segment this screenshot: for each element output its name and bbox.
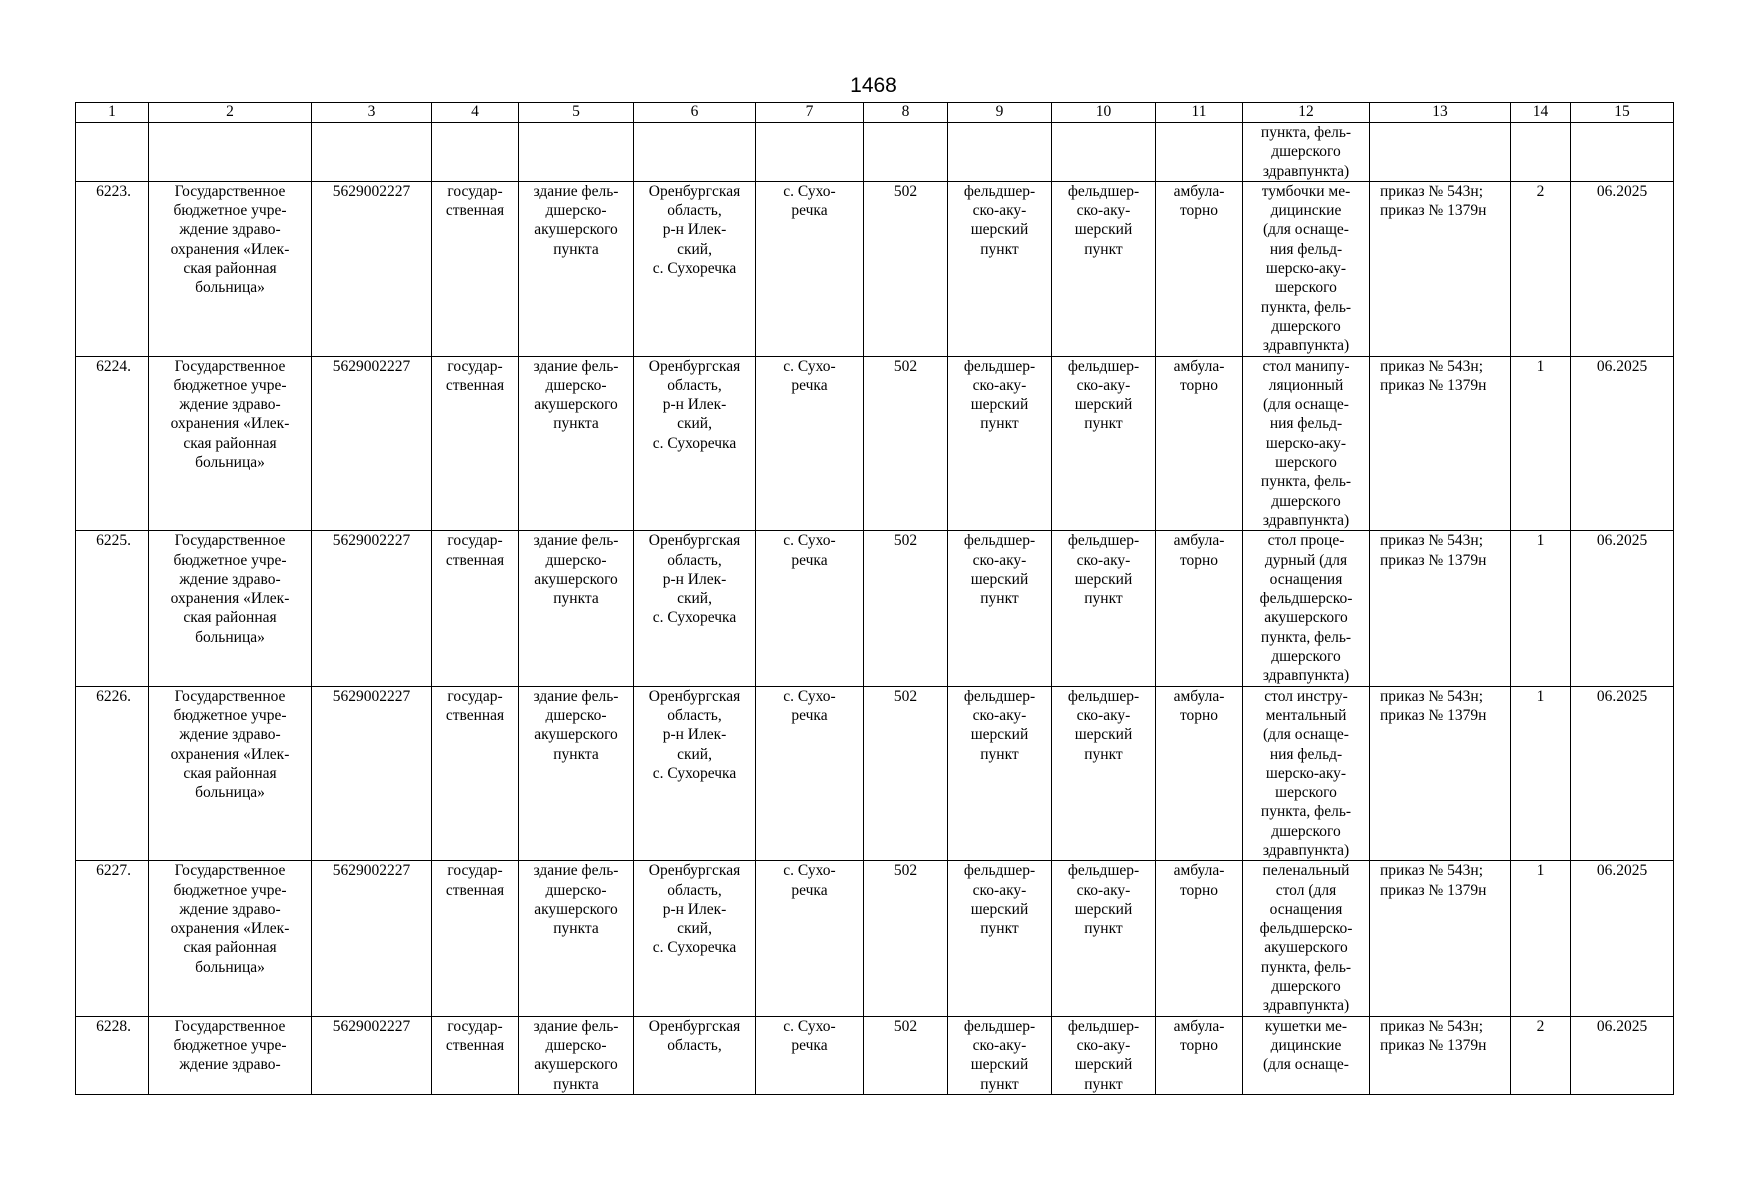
cell-equipment: кушетки ме- дицинские (для оснаще-: [1243, 1016, 1370, 1094]
cell-address: Оренбургская область, р-н Илек- ский, с. Сухоречка: [634, 356, 756, 531]
cell-address: Оренбургская область, р-н Илек- ский, с. Сухоречка: [634, 686, 756, 861]
cell-ownership: государ- ственная: [432, 1016, 519, 1094]
cell-inn: 5629002227: [312, 531, 432, 686]
table-row: [76, 1016, 1674, 1094]
cell-equipment: стол проце- дурный (для оснащения фельдшерско- акушерского пункта, фель- дшерского здравпункта): [1243, 531, 1370, 686]
cell-quantity: 2: [1511, 1016, 1571, 1094]
cell-settlement: с. Сухо- речка: [756, 686, 864, 861]
cell-code: 502: [864, 686, 948, 861]
cell-address: Оренбургская область,: [634, 1016, 756, 1094]
cell-number: 6225.: [76, 531, 149, 686]
cell-date: 06.2025: [1571, 531, 1674, 686]
cell-building: здание фель- дшерско- акушерского пункта: [519, 531, 634, 686]
cell-code: [864, 123, 948, 182]
cell-quantity: 1: [1511, 531, 1571, 686]
cell-quantity: 1: [1511, 356, 1571, 531]
table-row: [76, 531, 1674, 686]
column-header: 9: [948, 103, 1052, 123]
column-header: 5: [519, 103, 634, 123]
cell-number: 6228.: [76, 1016, 149, 1094]
cell-facility-type: [948, 123, 1052, 182]
cell-date: 06.2025: [1571, 861, 1674, 1016]
header-row: [76, 103, 1674, 123]
cell-facility-type: фельдшер- ско-аку- шерский пункт: [948, 356, 1052, 531]
cell-building: здание фель- дшерско- акушерского пункта: [519, 356, 634, 531]
cell-facility-type: фельдшер- ско-аку- шерский пункт: [948, 531, 1052, 686]
cell-address: Оренбургская область, р-н Илек- ский, с. Сухоречка: [634, 861, 756, 1016]
cell-order: [1370, 123, 1511, 182]
column-header: 12: [1243, 103, 1370, 123]
registry-table: [75, 102, 1674, 1095]
cell-inn: 5629002227: [312, 861, 432, 1016]
cell-address: Оренбургская область, р-н Илек- ский, с. Сухоречка: [634, 181, 756, 356]
cell-order: приказ № 543н; приказ № 1379н: [1370, 686, 1511, 861]
cell-settlement: с. Сухо- речка: [756, 356, 864, 531]
column-header: 7: [756, 103, 864, 123]
cell-facility-type: фельдшер- ско-аку- шерский пункт: [948, 1016, 1052, 1094]
cell-settlement: с. Сухо- речка: [756, 531, 864, 686]
cell-settlement: [756, 123, 864, 182]
cell-code: 502: [864, 181, 948, 356]
cell-date: 06.2025: [1571, 1016, 1674, 1094]
cell-quantity: [1511, 123, 1571, 182]
cell-care-form: амбула- торно: [1156, 861, 1243, 1016]
cell-organization: Государственное бюджетное учре- ждение здраво- охранения «Илек- ская районная больница»: [149, 356, 312, 531]
cell-facility-type: фельдшер- ско-аку- шерский пункт: [948, 181, 1052, 356]
cell-ownership: государ- ственная: [432, 861, 519, 1016]
cell-quantity: 1: [1511, 861, 1571, 1016]
cell-inn: 5629002227: [312, 181, 432, 356]
cell-address: Оренбургская область, р-н Илек- ский, с. Сухоречка: [634, 531, 756, 686]
table-row: [76, 686, 1674, 861]
cell-date: 06.2025: [1571, 686, 1674, 861]
cell-equipment: стол манипу- ляционный (для оснаще- ния фельд- шерско-аку- шерского пункта, фель- дшерского здравпункта): [1243, 356, 1370, 531]
table-row: [76, 356, 1674, 531]
cell-settlement: с. Сухо- речка: [756, 1016, 864, 1094]
cell-care-form: амбула- торно: [1156, 686, 1243, 861]
cell-care-form: амбула- торно: [1156, 181, 1243, 356]
cell-facility-subtype: фельдшер- ско-аку- шерский пункт: [1052, 356, 1156, 531]
cell-organization: Государственное бюджетное учре- ждение здраво- охранения «Илек- ская районная больница»: [149, 531, 312, 686]
cell-facility-subtype: [1052, 123, 1156, 182]
cell-building: здание фель- дшерско- акушерского пункта: [519, 686, 634, 861]
cell-order: приказ № 543н; приказ № 1379н: [1370, 531, 1511, 686]
column-header: 11: [1156, 103, 1243, 123]
column-header: 13: [1370, 103, 1511, 123]
cell-settlement: с. Сухо- речка: [756, 861, 864, 1016]
cell-care-form: амбула- торно: [1156, 531, 1243, 686]
cell-number: 6226.: [76, 686, 149, 861]
cell-code: 502: [864, 1016, 948, 1094]
page-number: 1468: [850, 74, 897, 97]
column-header: 2: [149, 103, 312, 123]
cell-code: 502: [864, 861, 948, 1016]
cell-organization: [149, 123, 312, 182]
cell-quantity: 1: [1511, 686, 1571, 861]
cell-order: приказ № 543н; приказ № 1379н: [1370, 1016, 1511, 1094]
column-header: 6: [634, 103, 756, 123]
cell-building: здание фель- дшерско- акушерского пункта: [519, 861, 634, 1016]
cell-date: 06.2025: [1571, 181, 1674, 356]
cell-facility-subtype: фельдшер- ско-аку- шерский пункт: [1052, 686, 1156, 861]
cell-facility-subtype: фельдшер- ско-аку- шерский пункт: [1052, 861, 1156, 1016]
cell-ownership: государ- ственная: [432, 686, 519, 861]
table-row: [76, 861, 1674, 1016]
cell-date: 06.2025: [1571, 356, 1674, 531]
cell-settlement: с. Сухо- речка: [756, 181, 864, 356]
cell-code: 502: [864, 531, 948, 686]
cell-inn: 5629002227: [312, 686, 432, 861]
cell-organization: Государственное бюджетное учре- ждение здраво- охранения «Илек- ская районная больница»: [149, 861, 312, 1016]
column-header: 3: [312, 103, 432, 123]
cell-facility-subtype: фельдшер- ско-аку- шерский пункт: [1052, 1016, 1156, 1094]
cell-inn: [312, 123, 432, 182]
cell-facility-subtype: фельдшер- ско-аку- шерский пункт: [1052, 181, 1156, 356]
cell-organization: Государственное бюджетное учре- ждение здраво- охранения «Илек- ская районная больница»: [149, 686, 312, 861]
column-header: 1: [76, 103, 149, 123]
cell-equipment: стол инстру- ментальный (для оснаще- ния фельд- шерско-аку- шерского пункта, фель- дшерского здравпункта): [1243, 686, 1370, 861]
column-header: 15: [1571, 103, 1674, 123]
column-header: 14: [1511, 103, 1571, 123]
cell-quantity: 2: [1511, 181, 1571, 356]
cell-care-form: амбула- торно: [1156, 356, 1243, 531]
cell-care-form: [1156, 123, 1243, 182]
cell-inn: 5629002227: [312, 1016, 432, 1094]
table-row: [76, 181, 1674, 356]
column-header: 4: [432, 103, 519, 123]
cell-date: [1571, 123, 1674, 182]
cell-number: 6227.: [76, 861, 149, 1016]
cell-facility-type: фельдшер- ско-аку- шерский пункт: [948, 686, 1052, 861]
cell-equipment: пункта, фель- дшерского здравпункта): [1243, 123, 1370, 182]
cell-equipment: пеленальный стол (для оснащения фельдшерско- акушерского пункта, фель- дшерского здравпункта): [1243, 861, 1370, 1016]
cell-address: [634, 123, 756, 182]
cell-number: [76, 123, 149, 182]
cell-order: приказ № 543н; приказ № 1379н: [1370, 861, 1511, 1016]
table-row: [76, 123, 1674, 182]
cell-building: здание фель- дшерско- акушерского пункта: [519, 181, 634, 356]
cell-code: 502: [864, 356, 948, 531]
cell-building: [519, 123, 634, 182]
cell-organization: Государственное бюджетное учре- ждение здраво- охранения «Илек- ская районная больница»: [149, 181, 312, 356]
column-header: 10: [1052, 103, 1156, 123]
cell-care-form: амбула- торно: [1156, 1016, 1243, 1094]
cell-facility-type: фельдшер- ско-аку- шерский пункт: [948, 861, 1052, 1016]
cell-building: здание фель- дшерско- акушерского пункта: [519, 1016, 634, 1094]
cell-organization: Государственное бюджетное учре- ждение здраво-: [149, 1016, 312, 1094]
cell-number: 6223.: [76, 181, 149, 356]
column-header: 8: [864, 103, 948, 123]
cell-ownership: государ- ственная: [432, 181, 519, 356]
cell-order: приказ № 543н; приказ № 1379н: [1370, 356, 1511, 531]
cell-ownership: государ- ственная: [432, 531, 519, 686]
cell-equipment: тумбочки ме- дицинские (для оснаще- ния фельд- шерско-аку- шерского пункта, фель- дшерского здравпункта): [1243, 181, 1370, 356]
cell-inn: 5629002227: [312, 356, 432, 531]
cell-order: приказ № 543н; приказ № 1379н: [1370, 181, 1511, 356]
cell-ownership: [432, 123, 519, 182]
cell-number: 6224.: [76, 356, 149, 531]
cell-facility-subtype: фельдшер- ско-аку- шерский пункт: [1052, 531, 1156, 686]
cell-ownership: государ- ственная: [432, 356, 519, 531]
